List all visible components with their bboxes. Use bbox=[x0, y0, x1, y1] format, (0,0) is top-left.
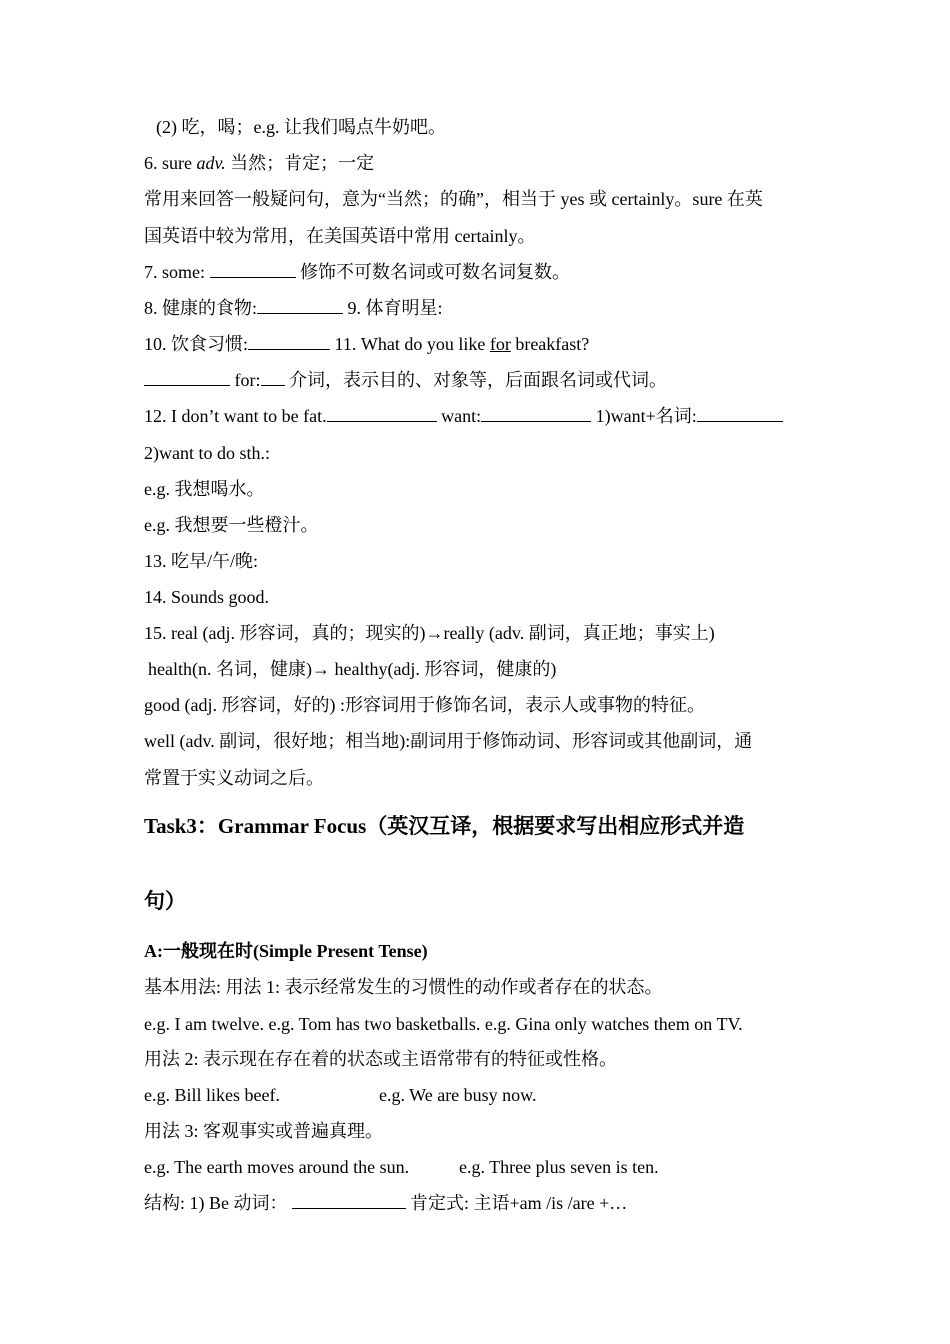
line-some: 7. some: 修饰不可数名词或可数名词复数。 bbox=[144, 262, 570, 282]
line-good: good (adj. 形容词，好的) :形容词用于修饰名词，表示人或事物的特征。 bbox=[144, 695, 705, 715]
line-eg-juice: e.g. 我想要一些橙汁。 bbox=[144, 515, 319, 535]
section-a-title: A:一般现在时(Simple Present Tense) bbox=[144, 941, 428, 961]
usage-1: 基本用法: 用法 1: 表示经常发生的习惯性的动作或者存在的状态。 bbox=[144, 977, 663, 997]
usage-3: 用法 3: 客观事实或普遍真理。 bbox=[144, 1121, 383, 1141]
task3-heading: Task3：Grammar Focus（英汉互译，根据要求写出相应形式并造 bbox=[144, 814, 745, 838]
usage-2: 用法 2: 表示现在存在着的状态或主语常带有的特征或性格。 bbox=[144, 1049, 617, 1069]
fill-blank[interactable] bbox=[248, 332, 330, 350]
line-sure: 6. sure adv. 当然；肯定；一定 bbox=[144, 153, 375, 173]
fill-blank[interactable] bbox=[257, 296, 343, 314]
line-well-1: well (adv. 副词，很好地；相当地):副词用于修饰动词、形容词或其他副词，通 bbox=[144, 731, 753, 751]
line-want-to-do: 2)want to do sth.: bbox=[144, 443, 270, 463]
line-real: 15. real (adj. 形容词，真的；现实的)→really (adv. 副词，真正地；事实上) bbox=[144, 623, 715, 643]
line-for: for: 介词，表示目的、对象等，后面跟名词或代词。 bbox=[144, 368, 667, 392]
line-well-2: 常置于实义动词之后。 bbox=[144, 768, 324, 788]
usage-2-example-2: e.g. We are busy now. bbox=[379, 1085, 537, 1105]
line-health: health(n. 名词，健康)→ healthy(adj. 形容词，健康的) bbox=[148, 659, 557, 679]
fill-blank[interactable] bbox=[144, 368, 230, 386]
usage-1-examples: e.g. I am twelve. e.g. Tom has two basketballs. e.g. Gina only watches them on TV. bbox=[144, 1014, 743, 1034]
line-eg-water: e.g. 我想喝水。 bbox=[144, 479, 265, 499]
line-healthy-food: 8. 健康的食物: 9. 体育明星: bbox=[144, 298, 443, 318]
usage-3-example-1: e.g. The earth moves around the sun. bbox=[144, 1157, 410, 1177]
fill-blank[interactable] bbox=[210, 260, 296, 278]
fill-blank[interactable] bbox=[481, 404, 591, 422]
line-eating-habits: 10. 饮食习惯: 11. What do you like for breakfast? bbox=[144, 334, 590, 354]
fill-blank[interactable] bbox=[261, 368, 285, 386]
fill-blank[interactable] bbox=[697, 404, 783, 422]
line-sure-usage-2: 国英语中较为常用，在美国英语中常用 certainly。 bbox=[144, 226, 536, 246]
line-meals: 13. 吃早/午/晚: bbox=[144, 551, 259, 571]
usage-2-example-1: e.g. Bill likes beef. bbox=[144, 1085, 280, 1105]
line-want: 12. I don’t want to be fat. want: 1)want+名词: bbox=[144, 404, 783, 428]
structure-be: 结构: 1) Be 动词： 肯定式: 主语+am /is /are +… bbox=[144, 1193, 628, 1213]
line-eat-drink: (2) 吃，喝；e.g. 让我们喝点牛奶吧。 bbox=[156, 117, 446, 137]
usage-3-example-2: e.g. Three plus seven is ten. bbox=[459, 1157, 659, 1177]
fill-blank[interactable] bbox=[292, 1191, 406, 1209]
task3-heading-cont: 句） bbox=[144, 889, 186, 913]
line-sounds-good: 14. Sounds good. bbox=[144, 587, 270, 607]
line-sure-usage-1: 常用来回答一般疑问句，意为“当然；的确”，相当于 yes 或 certainly。sure 在英 bbox=[144, 189, 763, 209]
fill-blank[interactable] bbox=[327, 404, 437, 422]
